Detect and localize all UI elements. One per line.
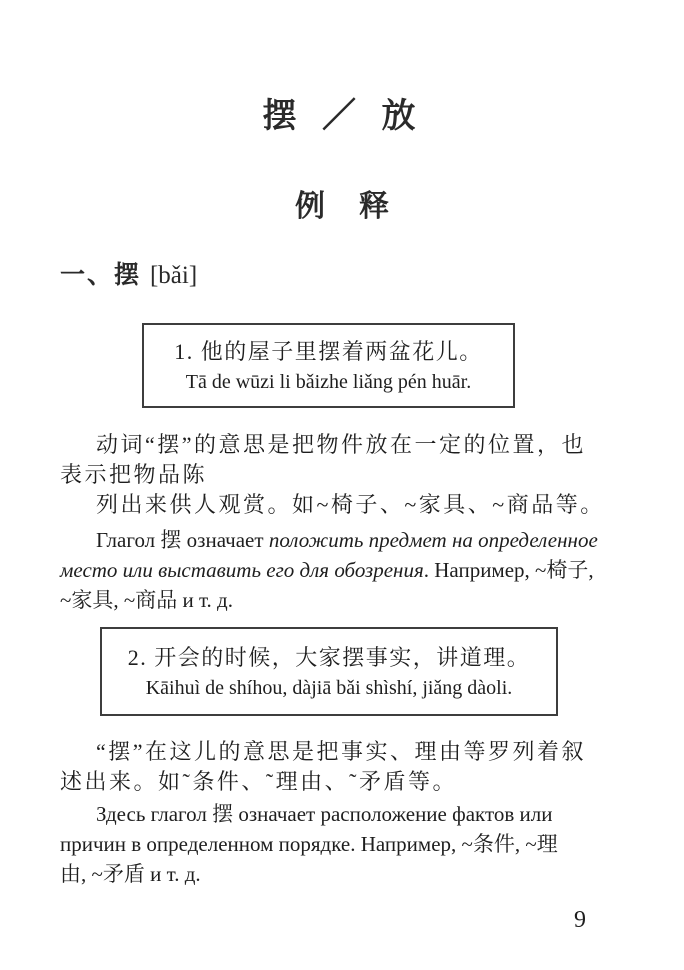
example-2-pinyin: Kāihuì de shíhou, dàjiā bǎi shìshí, jiǎng dàoli. <box>145 677 513 699</box>
explanation-ru-2 <box>60 799 626 889</box>
entry-word: 一、摆 <box>60 261 142 289</box>
example-2-hanzi: 2. 开会的时候，大家摆事实，讲道理。 <box>127 645 531 670</box>
page-number: 9 <box>574 907 586 933</box>
entry-pinyin: [bǎi] <box>149 262 198 289</box>
explanation-zh-1 <box>60 430 626 520</box>
text-line: 述出来。如˜条件、˜理由、˜矛盾等。 <box>60 769 457 794</box>
example-1-hanzi: 1. 他的屋子里摆着两盆花儿。 <box>174 339 483 364</box>
entry-heading <box>60 259 626 292</box>
text-line: ~家具, ~商品 и т. д. <box>60 588 233 612</box>
text-line: 表示把物品陈 <box>60 462 208 487</box>
text-line: причин в определенном порядке. Например, ~条件, ~理 <box>60 832 558 856</box>
text-run: Глагол 摆 означает <box>96 528 269 552</box>
text-line: Здесь глагол 摆 означает расположение фактов или <box>96 802 553 826</box>
text-line: “摆”在这儿的意思是把事实、理由等罗列着叙 <box>96 739 587 764</box>
example-1-pinyin: Tā de wūzi li bǎizhe liǎng pén huār. <box>185 371 472 393</box>
example-box-1 <box>142 323 515 408</box>
explanation-ru-1 <box>60 525 626 615</box>
text-line: 列出来供人观赏。如~椅子、~家具、~商品等。 <box>96 492 605 517</box>
explanation-zh-2 <box>60 737 626 797</box>
text-line <box>60 525 626 555</box>
text-line <box>60 555 626 585</box>
text-run-italic: место или выставить его для обозрения <box>60 558 424 582</box>
text-line: 由, ~矛盾 и т. д. <box>60 862 201 886</box>
example-box-2 <box>100 627 558 716</box>
text-run-italic: положить предмет на определенное <box>268 528 598 552</box>
text-run: . Например, ~椅子, <box>423 558 594 582</box>
section-subtitle: 例 释 <box>295 190 391 223</box>
text-line: 动词“摆”的意思是把物件放在一定的位置，也 <box>96 432 587 457</box>
chapter-title: 摆 ／ 放 <box>262 97 424 135</box>
